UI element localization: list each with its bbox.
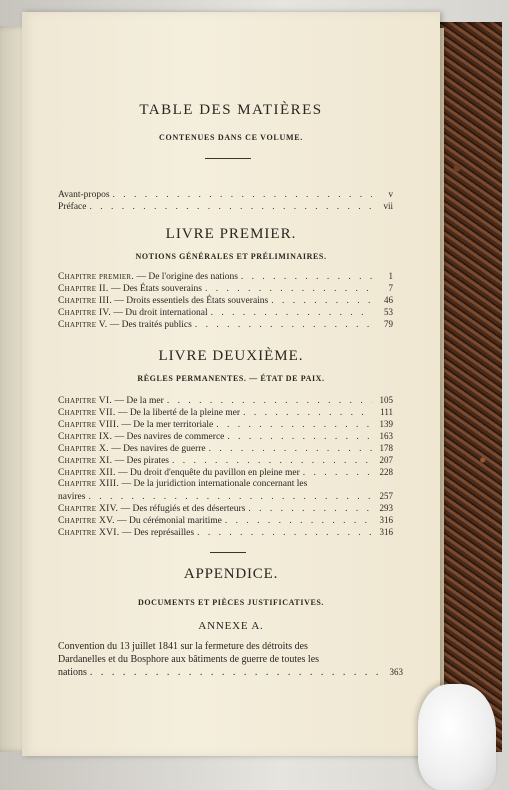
- toc-entry[interactable]: [58, 478, 393, 490]
- chapter-title: — De la liberté de la pleine mer: [117, 408, 241, 418]
- annex-heading: ANNEXE A.: [198, 620, 264, 632]
- toc-entry[interactable]: [58, 442, 393, 454]
- toc-entry-page: 139: [379, 419, 393, 429]
- chapter-number: Chapitre IX.: [58, 432, 113, 442]
- toc-entry[interactable]: [58, 466, 393, 478]
- toc-entry[interactable]: [58, 306, 393, 318]
- toc-entry-page: 257: [379, 491, 393, 501]
- toc-entry-page: 1: [388, 271, 393, 281]
- section-heading-livre-deuxieme: LIVRE DEUXIÈME.: [158, 348, 304, 364]
- toc-entry-page: v: [388, 189, 393, 199]
- toc-entry-label: Préface: [58, 202, 87, 212]
- chapter-number: Chapitre premier.: [58, 272, 135, 282]
- chapter-number: Chapitre II.: [58, 284, 109, 294]
- annex-entry-line: Dardanelles et du Bosphore aux bâtiments de guerre de toutes les: [58, 654, 320, 665]
- toc-entry-page: 79: [384, 319, 393, 329]
- toc-entry[interactable]: [58, 394, 393, 406]
- chapter-title: — Des navires de guerre: [111, 444, 206, 454]
- chapter-number: Chapitre VII.: [58, 408, 116, 418]
- annex-entry-line: Convention du 13 juillet 1841 sur la fermeture des détroits des: [58, 641, 308, 652]
- chapter-number: Chapitre XII.: [58, 468, 116, 478]
- chapter-title: — De la juridiction internationale concernant les: [121, 479, 308, 489]
- section-heading-appendice: APPENDICE.: [183, 566, 279, 582]
- toc-entry[interactable]: [58, 282, 393, 294]
- section-subheading: RÈGLES PERMANENTES. — ÉTAT DE PAIX.: [137, 374, 325, 383]
- toc-entry[interactable]: [58, 430, 393, 442]
- gloved-hand: [418, 684, 496, 790]
- leader-dots: [195, 319, 372, 331]
- chapter-title: — De la mer: [114, 396, 164, 406]
- marbled-board: [438, 22, 502, 752]
- chapter-title: — Des traités publics: [109, 320, 192, 330]
- section-subheading: NOTIONS GÉNÉRALES ET PRÉLIMINAIRES.: [135, 252, 327, 261]
- toc-entry-continuation[interactable]: [58, 490, 393, 502]
- toc-entry[interactable]: [58, 318, 393, 330]
- page-subtitle: CONTENUES DANS CE VOLUME.: [159, 133, 303, 142]
- chapter-title: — Des navires de commerce: [114, 432, 225, 442]
- chapter-title: — Du droit international: [113, 308, 208, 318]
- section-rule: [210, 552, 246, 553]
- toc-entry[interactable]: [58, 666, 403, 679]
- toc-entry-page: vii: [383, 201, 393, 211]
- chapter-number: Chapitre III.: [58, 296, 113, 306]
- toc-entry[interactable]: [58, 454, 393, 466]
- chapter-number: Chapitre XVI.: [58, 528, 120, 538]
- chapter-title: — De l'origine des nations: [136, 272, 238, 282]
- chapter-title-continuation: navires: [58, 492, 86, 502]
- chapter-number: Chapitre XI.: [58, 456, 113, 466]
- chapter-title: — Du cérémonial maritime: [117, 516, 222, 526]
- toc-entry-page: 207: [379, 455, 393, 465]
- title-rule: [205, 158, 251, 159]
- chapter-title: — Du droit d'enquête du pavillon en pleine mer: [118, 468, 300, 478]
- toc-entry-label: Avant-propos: [58, 190, 110, 200]
- annex-entry-line: nations: [58, 667, 87, 678]
- page-title: TABLE DES MATIÈRES: [139, 102, 323, 118]
- chapter-number: Chapitre VI.: [58, 396, 113, 406]
- toc-entry-page: 316: [379, 515, 393, 525]
- leader-dots: [90, 666, 387, 679]
- chapter-title: — Des représailles: [121, 528, 195, 538]
- chapter-title: — Des réfugiés et des déserteurs: [120, 504, 246, 514]
- toc-entry-page: 53: [384, 307, 393, 317]
- leader-dots: [197, 527, 372, 539]
- toc-entry[interactable]: [58, 418, 393, 430]
- chapter-title: — Des pirates: [114, 456, 169, 466]
- toc-entry[interactable]: [58, 406, 393, 418]
- section-subheading: DOCUMENTS ET PIÈCES JUSTIFICATIVES.: [137, 598, 325, 607]
- toc-entry-page: 163: [379, 431, 393, 441]
- chapter-number: Chapitre X.: [58, 444, 109, 454]
- chapter-number: Chapitre XIII.: [58, 479, 120, 489]
- toc-entry-page: 178: [379, 443, 393, 453]
- chapter-title: — Droits essentiels des États souverains: [114, 296, 269, 306]
- toc-entry-page: 105: [379, 395, 393, 405]
- toc-entry[interactable]: [58, 270, 393, 282]
- toc-entry-page: 46: [384, 295, 393, 305]
- toc-entry-page: 111: [380, 407, 393, 417]
- toc-entry-page: 293: [379, 503, 393, 513]
- book-page: [22, 12, 440, 756]
- chapter-title: — De la mer territoriale: [121, 420, 214, 430]
- chapter-title: — Des États souverains: [110, 284, 202, 294]
- chapter-number: Chapitre IV.: [58, 308, 112, 318]
- toc-entry[interactable]: [58, 502, 393, 514]
- toc-entry[interactable]: [58, 514, 393, 526]
- section-heading-livre-premier: LIVRE PREMIER.: [165, 226, 297, 242]
- toc-entry-page: 7: [388, 283, 393, 293]
- chapter-number: Chapitre VIII.: [58, 420, 120, 430]
- toc-entry-page: 228: [379, 467, 393, 477]
- chapter-number: Chapitre XIV.: [58, 504, 119, 514]
- chapter-number: Chapitre V.: [58, 320, 108, 330]
- toc-entry[interactable]: [58, 200, 393, 212]
- toc-entry[interactable]: [58, 294, 393, 306]
- toc-entry[interactable]: [58, 188, 393, 200]
- chapter-number: Chapitre XV.: [58, 516, 115, 526]
- leader-dots: [89, 201, 372, 213]
- toc-entry[interactable]: [58, 526, 393, 538]
- toc-entry-page: 316: [379, 527, 393, 537]
- toc-entry-page: 363: [389, 667, 403, 677]
